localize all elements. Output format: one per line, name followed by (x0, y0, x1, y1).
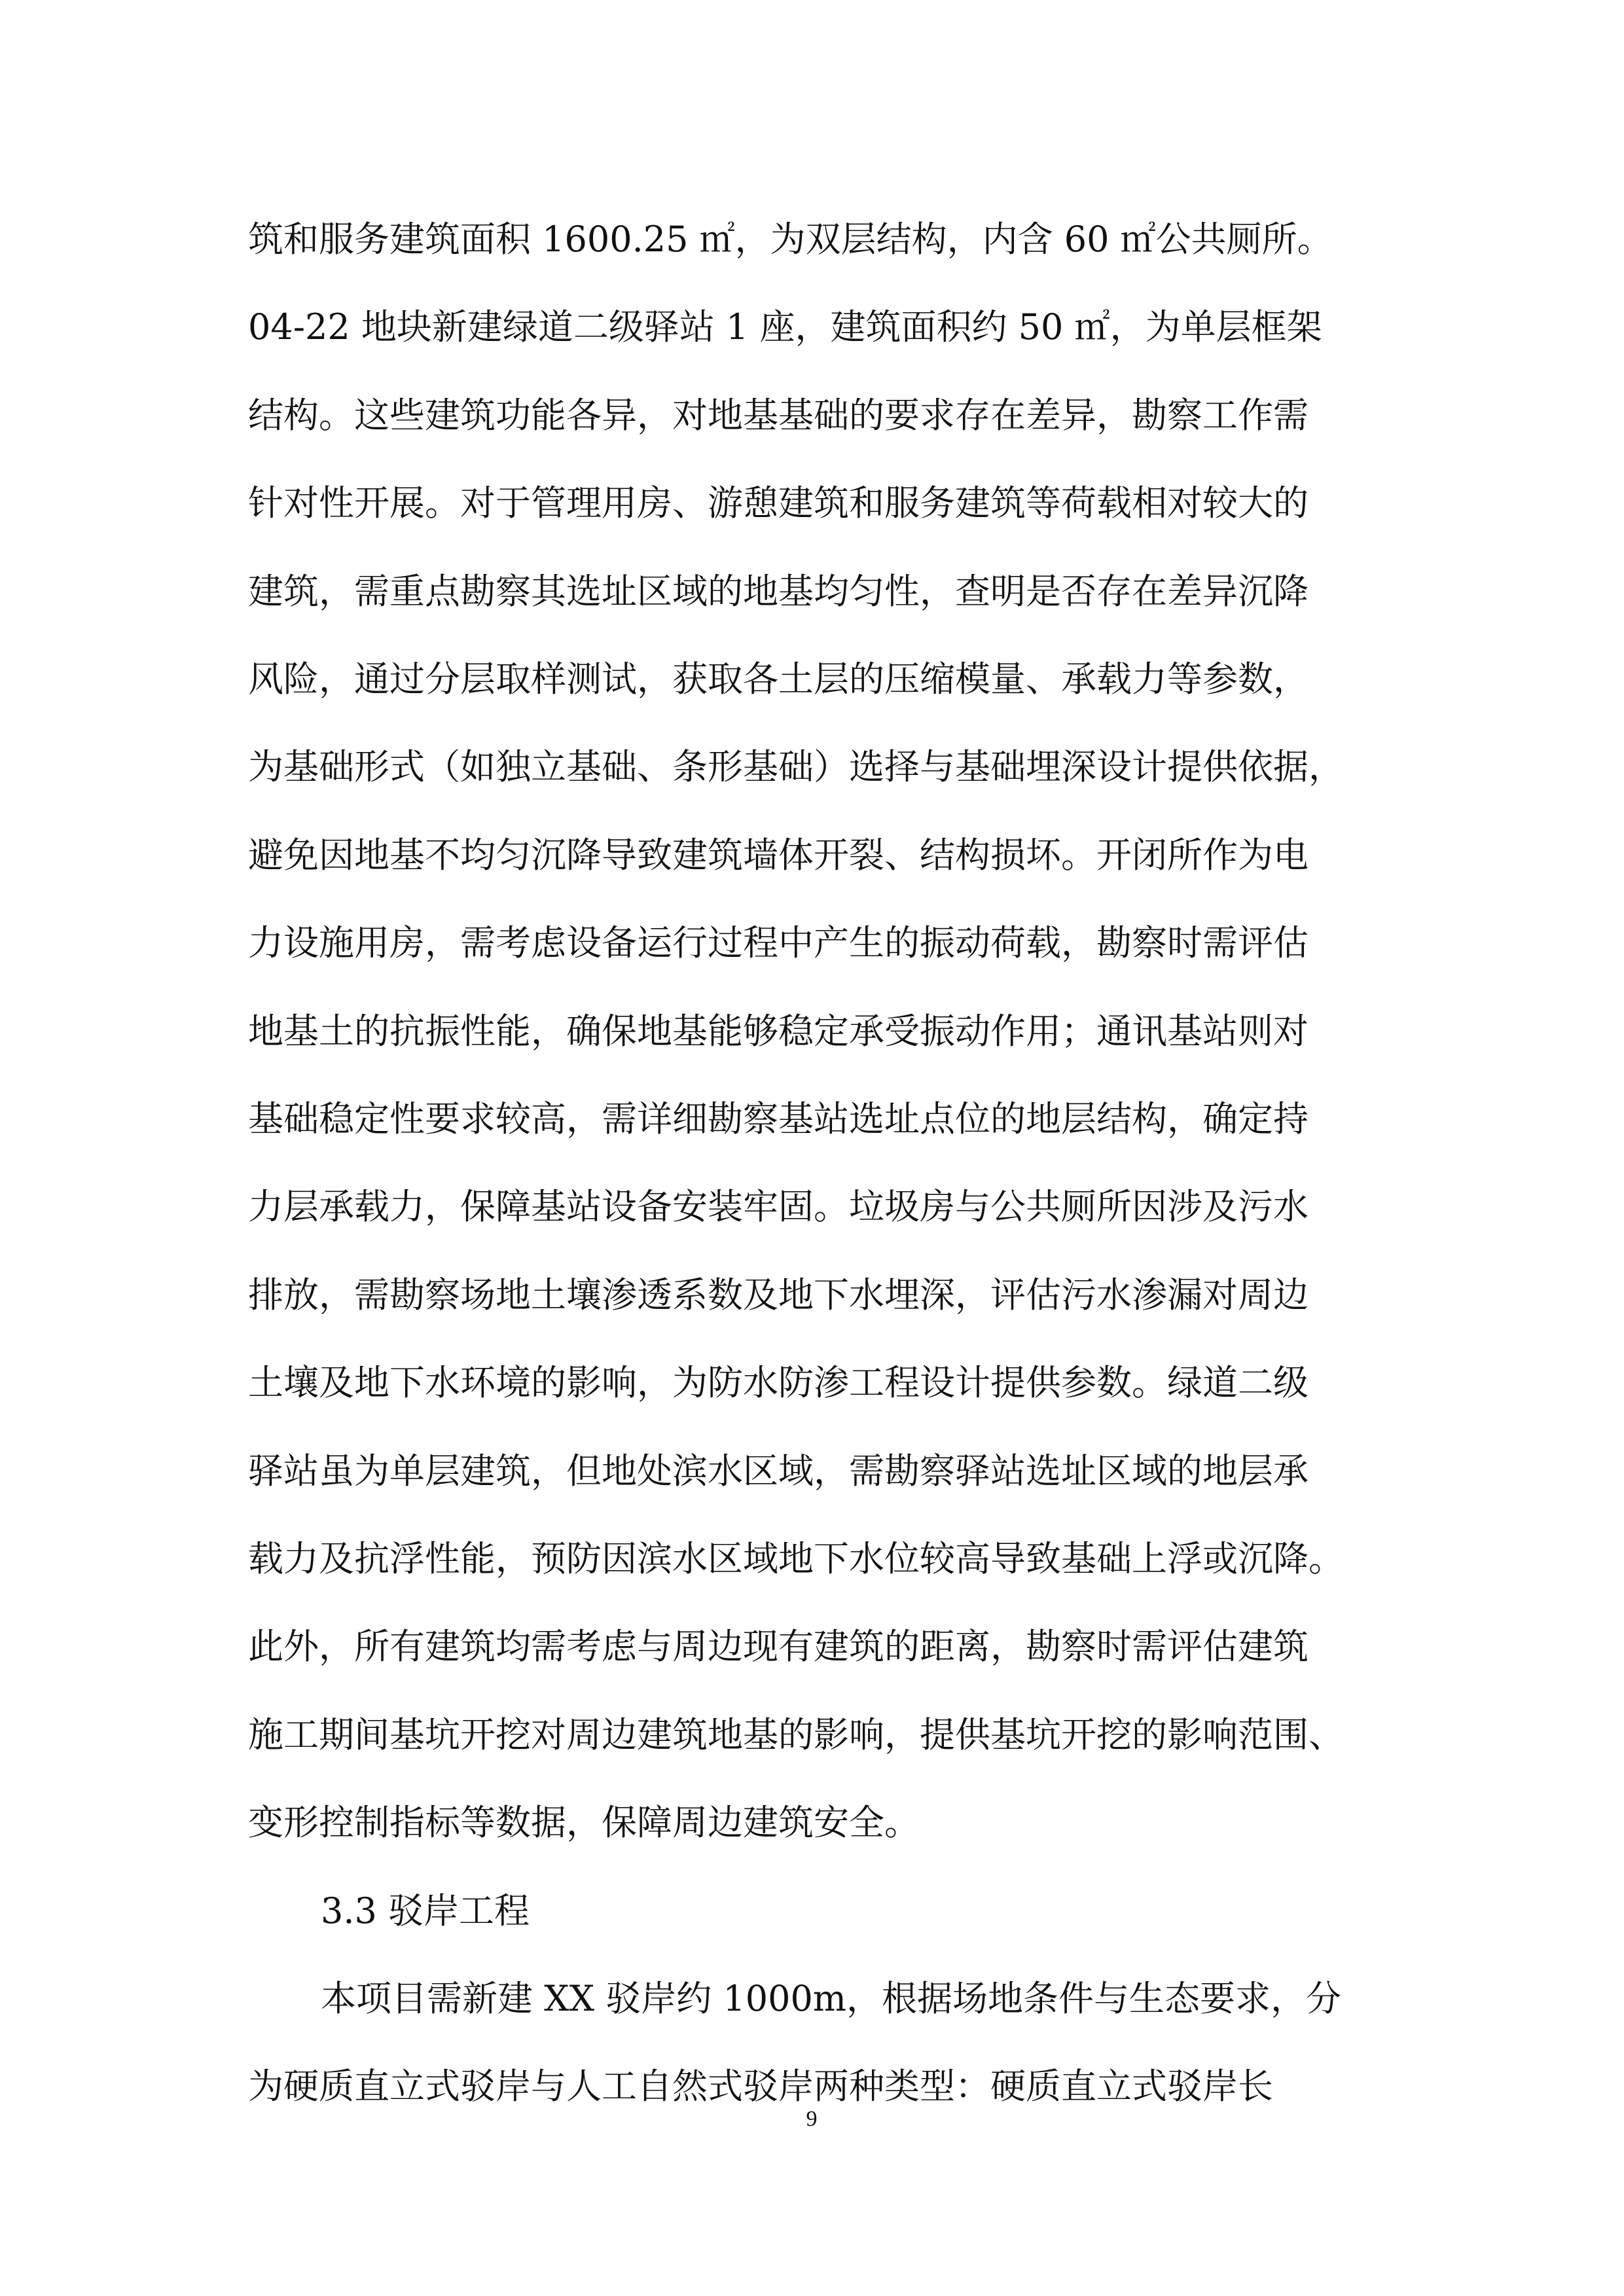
section-text-line: 本项目需新建 XX 驳岸约 1000m，根据场地条件与生态要求，分 (321, 1978, 1342, 2019)
section-text-line: 为硬质直立式驳岸与人工自然式驳岸两种类型：硬质直立式驳岸长 (248, 2066, 1273, 2107)
body-text-line: 04-22 地块新建绿道二级驿站 1 座，建筑面积约 50 ㎡，为单层框架 (248, 306, 1322, 348)
body-text-line: 筑和服务建筑面积 1600.25 ㎡，为双层结构，内含 60 ㎡公共厕所。 (248, 219, 1333, 260)
body-text-line: 此外，所有建筑均需考虑与周边现有建筑的距离，勘察时需评估建筑 (248, 1626, 1308, 1667)
body-text-line: 地基土的抗振性能，确保地基能够稳定承受振动作用；通讯基站则对 (248, 1011, 1308, 1052)
body-text-line: 建筑，需重点勘察其选址区域的地基均匀性，查明是否存在差异沉降 (248, 571, 1308, 612)
body-text-line: 变形控制指标等数据，保障周边建筑安全。 (248, 1802, 920, 1843)
page-number: 9 (806, 2107, 818, 2131)
body-text-line: 针对性开展。对于管理用房、游憩建筑和服务建筑等荷载相对较大的 (248, 482, 1308, 524)
body-text-line: 驿站虽为单层建筑，但地处滨水区域，需勘察驿站选址区域的地层承 (248, 1450, 1308, 1492)
body-text-line: 排放，需勘察场地土壤渗透系数及地下水埋深，评估污水渗漏对周边 (248, 1274, 1308, 1316)
section-heading: 3.3 驳岸工程 (321, 1890, 530, 1931)
body-text-line: 避免因地基不均匀沉降导致建筑墙体开裂、结构损坏。开闭所作为电 (248, 834, 1308, 876)
body-text-line: 力设施用房，需考虑设备运行过程中产生的振动荷载，勘察时需评估 (248, 922, 1308, 963)
body-text-line: 基础稳定性要求较高，需详细勘察基站选址点位的地层结构，确定持 (248, 1098, 1308, 1139)
body-text-line: 风险，通过分层取样测试，获取各土层的压缩模量、承载力等参数， (248, 658, 1308, 700)
body-text-line: 力层承载力，保障基站设备安装牢固。垃圾房与公共厕所因涉及污水 (248, 1186, 1308, 1227)
body-text-line: 为基础形式（如独立基础、条形基础）选择与基础埋深设计提供依据， (248, 746, 1344, 787)
body-text-line: 载力及抗浮性能，预防因滨水区域地下水位较高导致基础上浮或沉降。 (248, 1538, 1344, 1579)
body-text-line: 施工期间基坑开挖对周边建筑地基的影响，提供基坑开挖的影响范围、 (248, 1714, 1344, 1755)
body-text-line: 结构。这些建筑功能各异，对地基基础的要求存在差异，勘察工作需 (248, 395, 1308, 436)
body-text-line: 土壤及地下水环境的影响，为防水防渗工程设计提供参数。绿道二级 (248, 1362, 1308, 1403)
